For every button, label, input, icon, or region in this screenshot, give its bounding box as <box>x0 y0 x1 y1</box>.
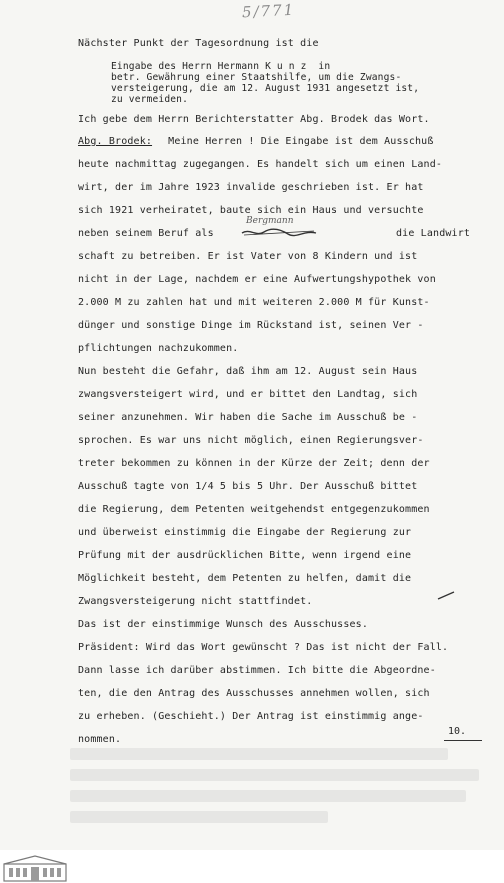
text-line: Ausschuß tagte von 1/4 5 bis 5 Uhr. Der Ausschuß bittet <box>78 481 418 492</box>
bleed-through-text <box>70 748 500 838</box>
text-line: 2.000 M zu zahlen hat und mit weiteren 2.000 M für Kunst- <box>78 297 430 308</box>
text-line: Präsident: Wird das Wort gewünscht ? Das ist nicht der Fall. <box>78 642 449 653</box>
text-line: die Landwirt <box>396 228 471 239</box>
text-line: Nächster Punkt der Tagesordnung ist die <box>78 38 319 49</box>
margin-check-mark <box>436 590 456 600</box>
text-line: betr. Gewährung einer Staatshilfe, um die Zwangs- <box>111 72 402 83</box>
text-line: Meine Herren ! Die Eingabe ist dem Ausschuß <box>162 136 434 147</box>
text-line: Eingabe des Herrn Hermann K u n z in <box>111 61 331 72</box>
text-line: neben seinem Beruf als <box>78 228 220 239</box>
text-line: nommen. <box>78 734 122 745</box>
text-line: Möglichkeit besteht, dem Petenten zu helfen, damit die <box>78 573 412 584</box>
text-line: und überweist einstimmig die Eingabe der Regierung zur <box>78 527 412 538</box>
text-line: die Regierung, dem Petenten weitgehendst entgegenzukommen <box>78 504 430 515</box>
text-line: Nun besteht die Gefahr, daß ihm am 12. August sein Haus <box>78 366 418 377</box>
text-line: Das ist der einstimmige Wunsch des Ausschusses. <box>78 619 369 630</box>
text-line: Dann lasse ich darüber abstimmen. Ich bitte die Abgeordne- <box>78 665 436 676</box>
struck-out-word <box>240 224 318 240</box>
archive-building-logo <box>3 854 67 882</box>
text-line: Ich gebe dem Herrn Berichterstatter Abg. Brodek das Wort. <box>78 114 430 125</box>
text-line: Prüfung mit der ausdrücklichen Bitte, wenn irgend eine <box>78 550 412 561</box>
page-number: 10. <box>448 726 467 737</box>
text-line: zu vermeiden. <box>111 94 189 105</box>
text-line: treter bekommen zu können in der Kürze der Zeit; denn der <box>78 458 430 469</box>
text-line: Zwangsversteigerung nicht stattfindet. <box>78 596 313 607</box>
text-line: heute nachmittag zugegangen. Es handelt sich um einen Land- <box>78 159 443 170</box>
text-line: versteigerung, die am 12. August 1931 angesetzt ist, <box>111 83 420 94</box>
text-line: zu erheben. (Geschieht.) Der Antrag ist einstimmig ange- <box>78 711 424 722</box>
text-line: sich 1921 verheiratet, baute sich ein Haus und versuchte <box>78 205 424 216</box>
text-line: seiner anzunehmen. Wir haben die Sache im Ausschuß be - <box>78 412 418 423</box>
handwritten-insert: Bergmann <box>246 216 294 226</box>
text-line: wirt, der im Jahre 1923 invalide geschrieben ist. Er hat <box>78 182 424 193</box>
text-line: ten, die den Antrag des Ausschusses annehmen wollen, sich <box>78 688 430 699</box>
page-number-rule <box>444 740 482 741</box>
footer-bar <box>0 850 504 883</box>
speaker-label: Abg. Brodek: <box>78 136 153 147</box>
text-line: nicht in der Lage, nachdem er eine Aufwertungshypothek von <box>78 274 436 285</box>
text-line: dünger und sonstige Dinge im Rückstand ist, seinen Ver - <box>78 320 424 331</box>
text-line: pflichtungen nachzukommen. <box>78 343 239 354</box>
text-line: sprochen. Es war uns nicht möglich, einen Regierungsver- <box>78 435 424 446</box>
archive-number: 5/771 <box>241 0 296 22</box>
text-line: zwangsversteigert wird, und er bittet den Landtag, sich <box>78 389 418 400</box>
text-line: schaft zu betreiben. Er ist Vater von 8 Kindern und ist <box>78 251 418 262</box>
